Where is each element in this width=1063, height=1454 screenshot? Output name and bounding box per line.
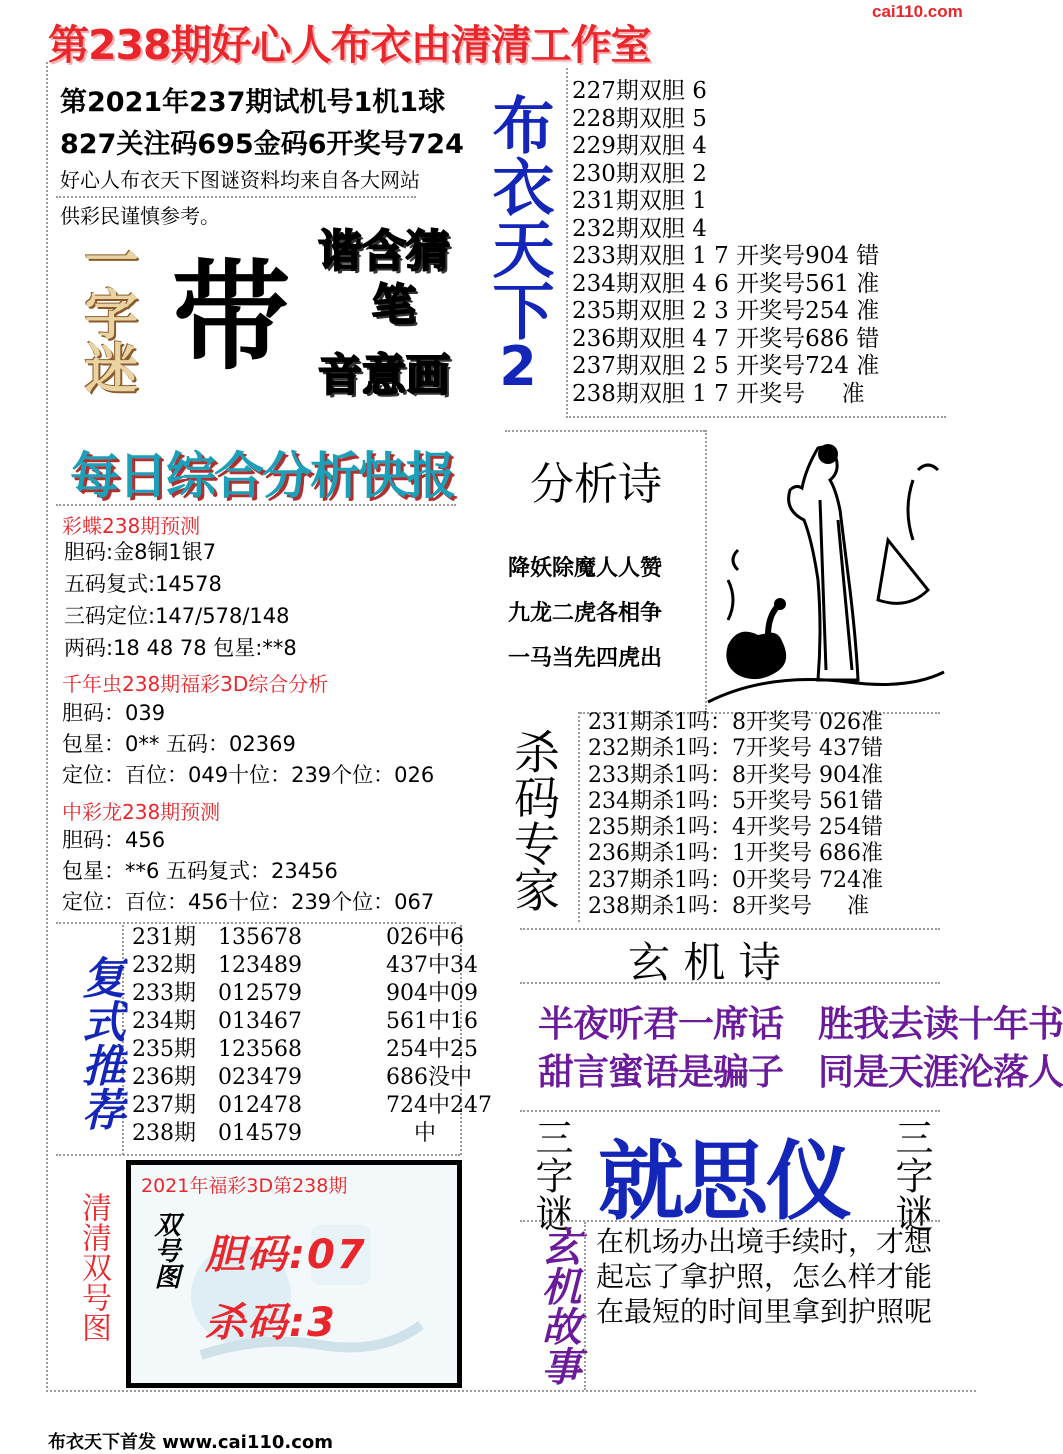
double-chart-box — [126, 1160, 462, 1388]
vertical-brand-num: 2 — [499, 335, 537, 398]
fushi-row — [132, 952, 506, 980]
fushi-cell: 561中16 — [386, 1009, 478, 1034]
fushi-cell: 237期 — [132, 1093, 196, 1118]
intro-line1: 第2021年237期试机号1机1球 — [60, 87, 446, 118]
intro-line2: 827关注码695金码6开奖号724 — [60, 129, 464, 160]
analysis-poem-line: 一马当先四虎出 — [508, 646, 663, 671]
fushi-cell: 中 — [386, 1121, 436, 1146]
riddle-char: 带 — [172, 248, 291, 386]
qnc-line: 定位：百位：049十位：239个位：026 — [62, 763, 435, 787]
fushi-cell: 014579 — [218, 1121, 302, 1146]
footer-text: 布衣天下首发 www.cai110.com — [48, 1432, 334, 1453]
fushi-cell: 904中09 — [386, 981, 478, 1006]
fushi-table — [132, 924, 506, 1148]
xuanji-line1: 半夜听君一席话 胜我去读十年书 — [538, 1004, 1063, 1045]
zcl-line: 包星：**6 五码复式：23456 — [62, 859, 338, 883]
double-dan-row: 235期双胆 2 3 开奖号254 准 — [572, 298, 880, 324]
qnc-line: 胆码：039 — [62, 701, 166, 725]
kill-expert-label: 杀码专家 — [507, 728, 561, 912]
kill-expert-row: 232期杀1吗：7开奖号 437错 — [588, 736, 883, 762]
fushi-row — [132, 924, 506, 952]
double-chart-side: 双号图 — [150, 1211, 180, 1289]
qnc-title: 千年虫238期福彩3D综合分析 — [62, 672, 329, 696]
fushi-cell: 232期 — [132, 953, 196, 978]
zcl-title: 中彩龙238期预测 — [62, 800, 221, 824]
fushi-cell: 236期 — [132, 1065, 196, 1090]
analysis-poem-lines — [508, 546, 662, 681]
fushi-cell: 012579 — [218, 981, 302, 1006]
kill-expert-row: 236期杀1吗：1开奖号 686准 — [588, 841, 883, 867]
fushi-cell: 238期 — [132, 1121, 196, 1146]
qnc-line: 包星：0** 五码：02369 — [62, 732, 296, 756]
riddle-label: 一字迷 — [76, 232, 139, 394]
fushi-cell: 013467 — [218, 1009, 302, 1034]
double-chart-sha: 杀码:3 — [205, 1300, 337, 1346]
kill-expert-row: 234期杀1吗：5开奖号 561错 — [588, 788, 883, 814]
riddle-hint-top: 谐含猜 — [318, 226, 450, 277]
double-dan-row: 231期双胆 1 — [572, 188, 707, 214]
page-title: 第238期好心人布衣由清清工作室 — [48, 21, 651, 69]
caidie-line: 胆码:金8铜1银7 — [64, 540, 217, 564]
fushi-row — [132, 1092, 506, 1120]
qnc-lines — [62, 698, 434, 791]
fushi-cell: 231期 — [132, 925, 196, 950]
fushi-row — [132, 1008, 506, 1036]
fushi-row — [132, 1120, 506, 1148]
double-dan-row: 230期双胆 2 — [572, 160, 707, 187]
double-dan-row: 232期双胆 4 — [572, 215, 707, 242]
kill-expert-row: 235期杀1吗：4开奖号 254错 — [588, 815, 883, 841]
fushi-row — [132, 980, 506, 1008]
double-dan-row: 236期双胆 4 7 开奖号686 错 — [572, 325, 880, 352]
fushi-row — [132, 1036, 506, 1064]
riddle-hint-top2: 笔 — [372, 280, 416, 331]
analysis-poem-line: 九龙二虎各相争 — [508, 601, 663, 626]
intro-line4: 供彩民谨慎参考。 — [60, 204, 220, 228]
zcl-line: 胆码：456 — [62, 828, 166, 852]
double-dan-list — [572, 78, 879, 408]
daily-report-title: 每日综合分析快报 — [70, 447, 454, 505]
kill-expert-lines — [588, 710, 883, 920]
double-dan-row: 237期双胆 2 5 开奖号724 准 — [572, 353, 880, 379]
caidie-lines — [64, 536, 297, 664]
site-logo[interactable] — [872, 2, 963, 22]
fushi-cell: 123568 — [218, 1037, 302, 1062]
double-dan-row: 229期双胆 4 — [572, 133, 707, 159]
double-dan-row: 233期双胆 1 7 开奖号904 错 — [572, 243, 880, 269]
vertical-brand-text: 布衣天下 — [482, 93, 555, 341]
three-char-left: 三字谜 — [529, 1118, 573, 1232]
double-dan-row: 238期双胆 1 7 开奖号 准 — [572, 380, 865, 407]
fushi-cell: 026中6 — [386, 925, 464, 950]
xuanji-story-text: 在机场办出境手续时，才想起忘了拿护照，怎么样才能在最短的时间里拿到护照呢 — [596, 1225, 933, 1328]
fushi-cell: 235期 — [132, 1037, 196, 1062]
logo-prefix: cai — [872, 2, 896, 21]
fushi-cell: 686没中 — [386, 1065, 472, 1090]
fushi-row — [132, 1064, 506, 1092]
logo-suffix: 110.com — [895, 2, 963, 21]
double-dan-row: 234期双胆 4 6 开奖号561 准 — [572, 270, 880, 297]
double-dan-row: 227期双胆 6 — [572, 78, 707, 104]
sage-illustration — [708, 440, 944, 710]
caidie-line: 五码复式:14578 — [64, 572, 222, 596]
fushi-cell: 023479 — [218, 1065, 302, 1090]
caidie-title: 彩蝶238期预测 — [62, 514, 201, 538]
intro-line3: 好心人布衣天下图谜资料均来自各大网站 — [60, 168, 420, 192]
fushi-cell: 123489 — [218, 953, 302, 978]
three-char-right: 三字谜 — [889, 1118, 933, 1232]
kill-expert-row: 231期杀1吗：8开奖号 026准 — [588, 710, 883, 735]
double-chart-caption: 2021年福彩3D第238期 — [141, 1175, 348, 1197]
fushi-cell: 135678 — [218, 925, 302, 950]
kill-expert-row: 237期杀1吗：0开奖号 724准 — [588, 867, 883, 893]
double-dan-row: 228期双胆 5 — [572, 105, 707, 132]
vertical-brand — [478, 92, 558, 398]
fushi-cell: 234期 — [132, 1009, 196, 1034]
fushi-cell: 254中25 — [386, 1037, 478, 1062]
riddle-hint-bottom: 音意画 — [318, 350, 450, 401]
caidie-line: 两码:18 48 78 包星:**8 — [64, 636, 297, 660]
fushi-cell: 724中247 — [386, 1093, 492, 1118]
xuanji-line2: 甜言蜜语是骗子 同是天涯沦落人 — [538, 1052, 1063, 1093]
caidie-line: 三码定位:147/578/148 — [64, 604, 290, 628]
analysis-poem-line: 降妖除魔人人赞 — [508, 556, 663, 581]
xuanji-story-label: 玄机故事 — [535, 1226, 581, 1386]
three-char-answer: 就思仪 — [598, 1132, 850, 1232]
kill-expert-row: 233期杀1吗：8开奖号 904准 — [588, 762, 883, 788]
zcl-lines — [62, 825, 434, 918]
qingqing-label: 清清双号图 — [76, 1192, 111, 1342]
double-chart-dan: 胆码:07 — [205, 1232, 367, 1278]
fushi-cell: 012478 — [218, 1093, 302, 1118]
kill-expert-row: 238期杀1吗：8开奖号 准 — [588, 894, 869, 920]
analysis-poem-title: 分析诗 — [530, 459, 662, 510]
xuanji-title: 玄 机 诗 — [628, 938, 781, 987]
fushi-cell: 437中34 — [386, 953, 478, 978]
fushi-cell: 233期 — [132, 981, 196, 1006]
zcl-line: 定位：百位：456十位：239个位：067 — [62, 890, 435, 914]
fushi-label: 复式推荐 — [74, 955, 125, 1131]
